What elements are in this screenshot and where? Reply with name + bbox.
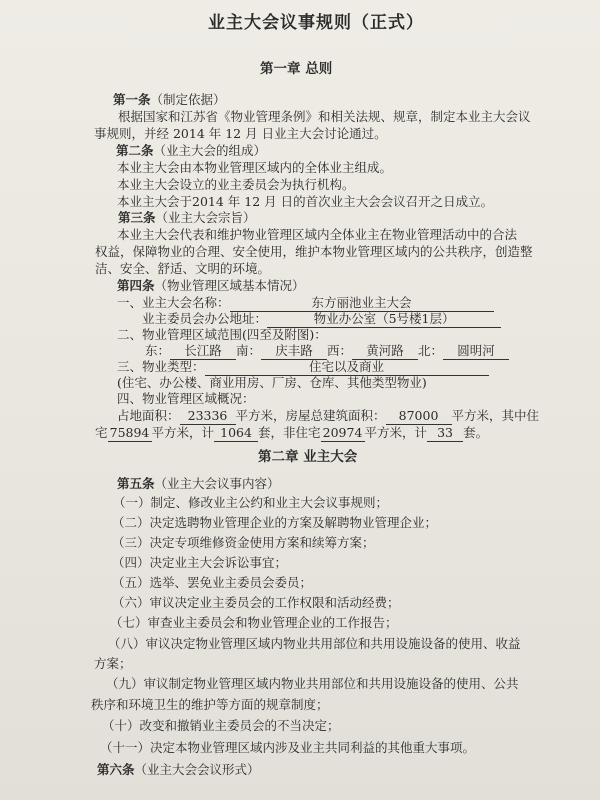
residential-prefix-label: 平方米，其中住: [451, 408, 540, 423]
article-3-heading: [118, 210, 256, 226]
article-5-item-5: （五）选举、罢免业主委员会委员；: [112, 575, 313, 590]
article-2-label: 第二条: [116, 143, 154, 158]
west-label: 西：: [327, 343, 353, 358]
article-5-item-8: （八）审议决定物业管理区域内物业共用部位和共用设施设备的使用、收益: [108, 636, 521, 651]
article-4-title: （物业管理区域基本情况）: [154, 278, 305, 293]
article-5-item-2: （二）决定选聘物业管理企业的方案及解聘物业管理企业；: [112, 515, 438, 530]
article-5-item-7: （七）审查业主委员会和物业管理企业的工作报告；: [110, 615, 398, 630]
article-2-line-2: 本业主大会设立的业主委员会为执行机构。: [117, 177, 355, 192]
residential-units-label: 平方米，计: [151, 425, 215, 440]
article-5-item-6: （六）审议决定业主委员会的工作权限和活动经费；: [112, 595, 400, 610]
east-label: 东：: [145, 343, 171, 358]
article-2-line-1: 本业主大会由本物业管理区域内的全体业主组成。: [117, 160, 393, 175]
article-5-item-10: （十）改变和撤销业主委员会的不当决定；: [102, 718, 340, 733]
area-boundaries-row: [145, 343, 509, 360]
non-residential-area-value: 20974: [321, 425, 365, 442]
north-label: 北：: [418, 343, 444, 358]
chapter-2-heading: 第二章 业主大会: [258, 449, 358, 465]
property-type-value: 住宅以及商业: [205, 359, 489, 376]
total-floor-area-label: 平方米，房屋总建筑面积：: [235, 408, 386, 423]
article-2-line-3: 本业主大会于2014 年 12 月 日的首次业主大会会议召开之日成立。: [117, 194, 494, 209]
west-value: 黄河路: [352, 343, 418, 360]
article-1-line-2: 事规则，并经 2014 年 12 月 日业主大会讨论通过。: [94, 126, 387, 141]
article-3-line-3: 洁、安全、舒适、文明的环境。: [95, 261, 271, 276]
owners-assembly-name-label: 一、业主大会名称：: [117, 295, 230, 310]
non-residential-units-value: 33: [427, 425, 463, 442]
total-floor-area-value: 87000: [386, 408, 452, 425]
article-5-item-9-cont: 秩序和环境卫生的维护等方面的规章制度；: [91, 697, 329, 712]
land-area-value: 23336: [180, 408, 236, 425]
non-residential-label: 套，非住宅: [258, 425, 321, 440]
units-suffix-label: 套。: [463, 425, 489, 440]
committee-office-label: 业主委员会办公地址：: [142, 311, 268, 326]
south-value: 庆丰路: [261, 343, 327, 360]
owners-assembly-name-value: 东方丽池业主大会: [230, 295, 494, 312]
article-5-heading: [117, 476, 280, 492]
article-1-heading: [113, 92, 226, 108]
committee-office-row: [142, 311, 501, 328]
area-stats-line-2: [95, 425, 488, 442]
article-1-line-1: 根据国家和江苏省《物业管理条例》和相关法规、规章，制定本业主大会议: [118, 109, 531, 124]
area-stats-line-1: [117, 408, 539, 425]
article-5-item-3: （三）决定专项维修资金使用方案和续筹方案；: [112, 535, 375, 550]
management-area-overview-label: 四、物业管理区域概况：: [117, 391, 255, 406]
article-3-line-1: 本业主大会代表和维护物业管理区域内全体业主在物业管理活动中的合法: [117, 227, 518, 242]
article-5-item-4: （四）决定业主大会诉讼事宜；: [112, 555, 288, 570]
article-2-title: （业主大会的组成）: [153, 143, 267, 158]
article-3-title: （业主大会宗旨）: [155, 210, 256, 225]
non-residential-units-label: 平方米，计: [364, 425, 428, 440]
article-5-item-1: （一）制定、修改业主公约和业主大会议事规则；: [113, 495, 389, 510]
committee-office-value: 物业办公室（5号楼1层）: [267, 311, 501, 328]
south-label: 南：: [236, 343, 262, 358]
article-5-item-8-cont: 方案；: [94, 656, 132, 671]
article-6-label: 第六条: [97, 762, 135, 777]
article-6-heading: [97, 762, 260, 778]
article-1-title: （制定依据）: [150, 92, 226, 107]
article-6-title: （业主大会会议形式）: [134, 762, 260, 777]
residential-label: 宅: [95, 425, 108, 440]
article-5-label: 第五条: [117, 476, 155, 491]
article-3-label: 第三条: [118, 210, 156, 225]
article-4-heading: [117, 278, 305, 294]
chapter-1-heading: 第一章 总则: [260, 61, 333, 77]
residential-area-value: 75894: [108, 425, 152, 442]
owners-assembly-name-row: [117, 295, 494, 312]
north-value: 圆明河: [443, 343, 509, 360]
property-type-label: 三、物业类型：: [117, 359, 205, 374]
article-5-title: （业主大会议事内容）: [154, 476, 280, 491]
property-type-note: (住宅、办公楼、商业用房、厂房、仓库、其他类型物业): [117, 375, 427, 390]
document-title: 业主大会议事规则（正式）: [208, 13, 424, 33]
land-area-label: 占地面积：: [117, 408, 180, 423]
article-5-item-9: （九）审议制定物业管理区域内物业共用部位和共用设施设备的使用、公共: [106, 676, 519, 691]
article-2-heading: [116, 143, 266, 159]
article-1-label: 第一条: [113, 92, 151, 107]
east-value: 长江路: [170, 343, 236, 360]
residential-units-value: 1064: [214, 425, 258, 442]
article-3-line-2: 权益，保障物业的合理、安全使用，维护本物业管理区域内的公共秩序，创造整: [95, 244, 533, 259]
article-5-item-11: （十一）决定本物业管理区域内涉及业主共同利益的其他重大事项。: [100, 740, 476, 755]
management-area-range-label: 二、物业管理区域范围(四至及附图)：: [117, 327, 327, 342]
property-type-row: [117, 359, 489, 376]
article-4-label: 第四条: [117, 278, 155, 293]
